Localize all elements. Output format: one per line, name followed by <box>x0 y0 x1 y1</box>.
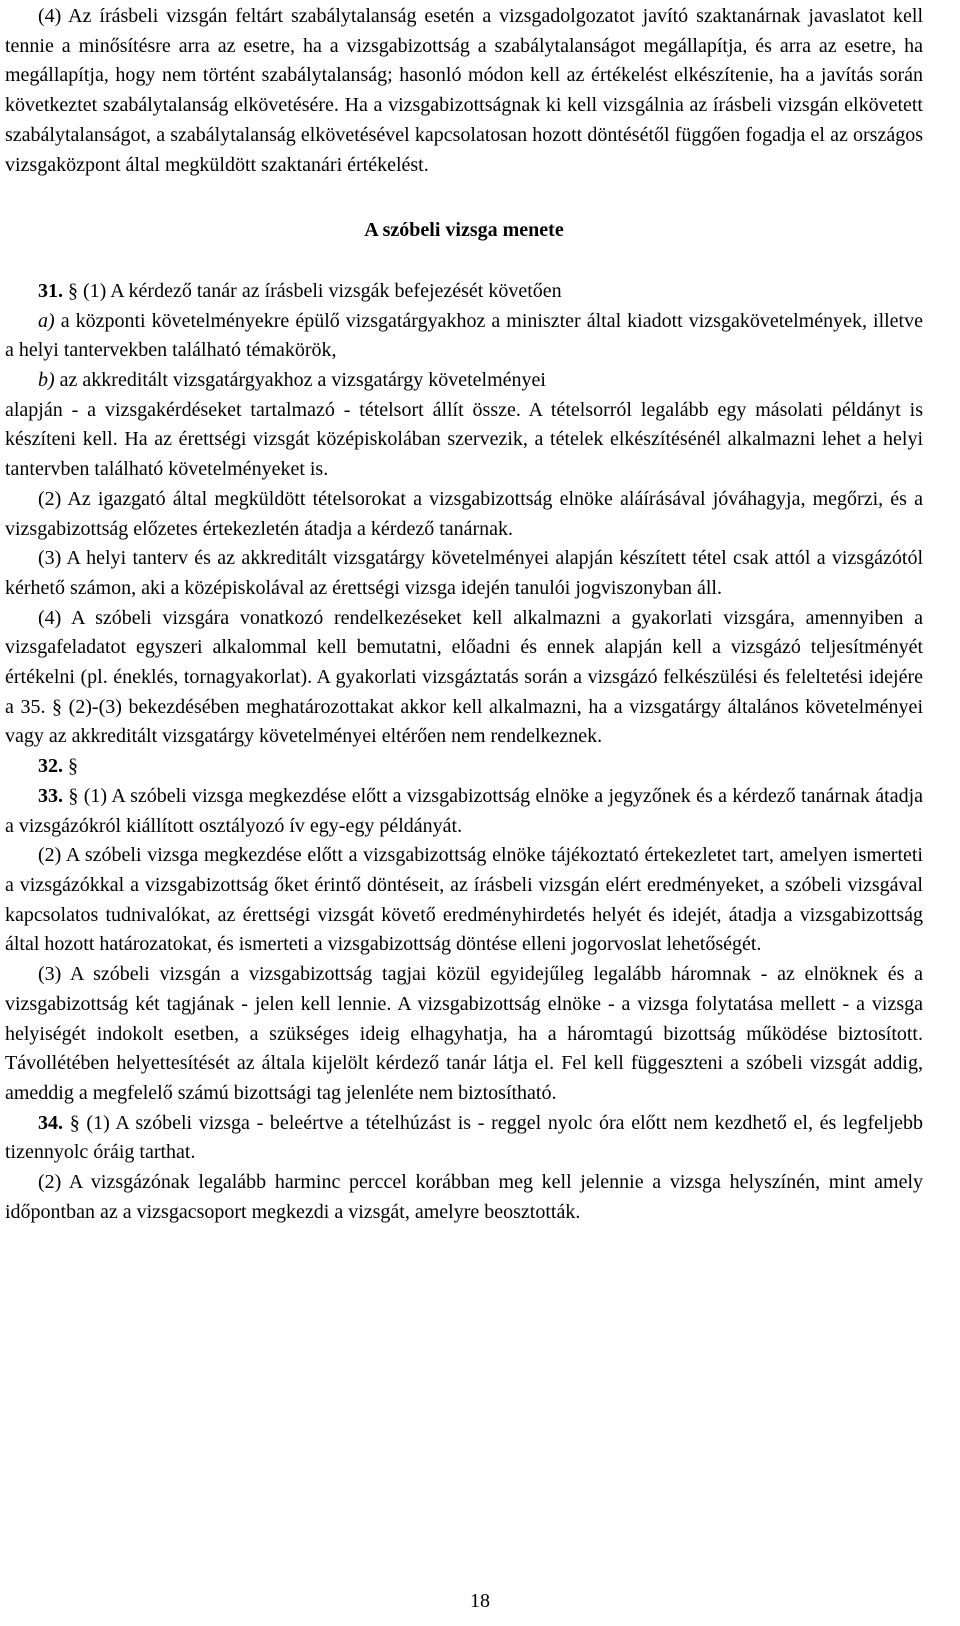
section-33-text-1: § (1) A szóbeli vizsga megkezdése előtt a vizsgabizottság elnöke a jegyzőnek és a kérdező tanárnak átadja a vizsgázókról kiállított osztályozó ív egy-egy példányát. <box>5 784 924 837</box>
section-33-paragraph-1 <box>5 782 923 841</box>
document-page <box>5 2 923 1227</box>
item-a-label: a) <box>38 309 55 332</box>
section-31-paragraph-3: (3) A helyi tanterv és az akkreditált vizsgatárgy követelményei alapján készített tétel csak attól a vizsgázótól kérhető számon, aki a középiskolával az érettségi vizsga idején tanulói jogviszonyban áll. <box>5 547 923 599</box>
page-number: 18 <box>470 1590 490 1612</box>
section-34-text-1: § (1) A szóbeli vizsga - beleértve a tételhúzást is - reggel nyolc óra előtt nem kezdhető el, és legfeljebb tizennyolc óráig tarthat. <box>5 1111 923 1164</box>
section-31-paragraph-1 <box>5 277 923 307</box>
section-34-paragraph-1 <box>5 1109 923 1168</box>
item-b-text: az akkreditált vizsgatárgyakhoz a vizsgatárgy követelményei <box>54 369 546 392</box>
section-33-paragraph-2: (2) A szóbeli vizsga megkezdése előtt a vizsgabizottság elnöke tájékoztató értekezletet tart, amelyen ismerteti a vizsgázókkal a vizsgabizottság őket érintő döntéseit, az írásbeli vizsgán elért eredményeket, a szóbeli vizsgával kapcsolatos tudnivalókat, az érettségi vizsgát követő eredményhirdetés helyét és idejét, átadja a vizsgabizottság által hozott határozatokat, és ismerteti a vizsgabizottság döntése elleni jogorvoslat lehetőségét. <box>5 844 923 956</box>
section-heading: A szóbeli vizsga menete <box>364 219 564 242</box>
section-31-paragraph-4: (4) A szóbeli vizsgára vonatkozó rendelkezéseket kell alkalmazni a gyakorlati vizsgára, amennyiben a vizsgafeladatot egyszeri alkalommal kell bemutatni, előadni és ennek alapján kell a vizsgázó teljesítményét értékelni (pl. éneklés, tornagyakorlat). A gyakorlati vizsgáztatás során a vizsgázó felkészülési és feleltetési idejére a 35. § (2)-(3) bekezdésében meghatározottakat akkor kell alkalmazni, ha a vizsgatárgy általános követelményei vagy az akkreditált vizsgatárgy követelményei eltérően nem rendelkeznek. <box>5 606 923 748</box>
paragraph-4: (4) Az írásbeli vizsgán feltárt szabálytalanság esetén a vizsgadolgozatot javító szaktanárnak javaslatot kell tennie a minősítésre arra az esetre, ha a vizsgabizottság a szabálytalanságot megállapítja, és arra az esetre, ha megállapítja, hogy nem történt szabálytalanság; hasonló módon kell az értékelést elkészítenie, ha a javítás során következtet szabálytalanság elkövetésére. Ha a vizsgabizottságnak ki kell vizsgálnia az írásbeli vizsgán elkövetett szabálytalanságot, a szabálytalanság elkövetésével kapcsolatosan hozott döntésétől függően fogadja el az országos vizsgaközpont által megküldött szaktanári értékelést. <box>5 5 923 176</box>
item-a-text: a központi követelményekre épülő vizsgatárgyakhoz a miniszter által kiadott vizsgakövetelmények, illetve a helyi tantervekben található témakörök, <box>5 309 923 362</box>
section-34-paragraph-2: (2) A vizsgázónak legalább harminc perccel korábban meg kell jelennie a vizsga helyszínén, mint amely időpontban az a vizsgacsoport megkezdi a vizsgát, amelyre beosztották. <box>5 1171 923 1223</box>
section-32-number: 32. <box>38 755 63 778</box>
section-31-number: 31. <box>38 279 63 302</box>
item-b-label: b) <box>38 369 55 392</box>
section-31-item-b <box>5 366 923 396</box>
section-34-number: 34. <box>38 1111 63 1134</box>
section-33-number: 33. <box>38 784 63 807</box>
section-31-item-a <box>5 307 923 366</box>
section-32-sign: § <box>68 755 78 778</box>
section-31-continuation: alapján - a vizsgakérdéseket tartalmazó - tételsort állít össze. A tételsorról legalább egy másolati példányt is készíteni kell. Ha az érettségi vizsgát középiskolában szervezik, a tételek elkészítésénél alkalmazni lehet a helyi tantervben található követelményeket is. <box>5 398 923 481</box>
section-31-paragraph-2: (2) Az igazgató által megküldött tételsorokat a vizsgabizottság elnöke aláírásával jóváhagyja, megőrzi, és a vizsgabizottság előzetes értekezletén átadja a kérdező tanárnak. <box>5 487 923 540</box>
section-33-paragraph-3: (3) A szóbeli vizsgán a vizsgabizottság tagjai közül egyidejűleg legalább háromnak - az elnöknek és a vizsgabizottság két tagjának - jelen kell lennie. A vizsgabizottság elnöke - a vizsga folytatása mellett - a vizsga helyiségét indokolt esetben, a szükséges ideig elhagyhatja, ha a háromtagú bizottság működése biztosított. Távollétében helyettesítését az általa kijelölt kérdező tanár látja el. Fel kell függeszteni a szóbeli vizsgát addig, ameddig a megfelelő számú bizottsági tag jelenléte nem biztosítható. <box>5 963 923 1104</box>
section-32 <box>5 752 923 782</box>
section-31-text-1: § (1) A kérdező tanár az írásbeli vizsgák befejezését követően <box>68 279 562 302</box>
